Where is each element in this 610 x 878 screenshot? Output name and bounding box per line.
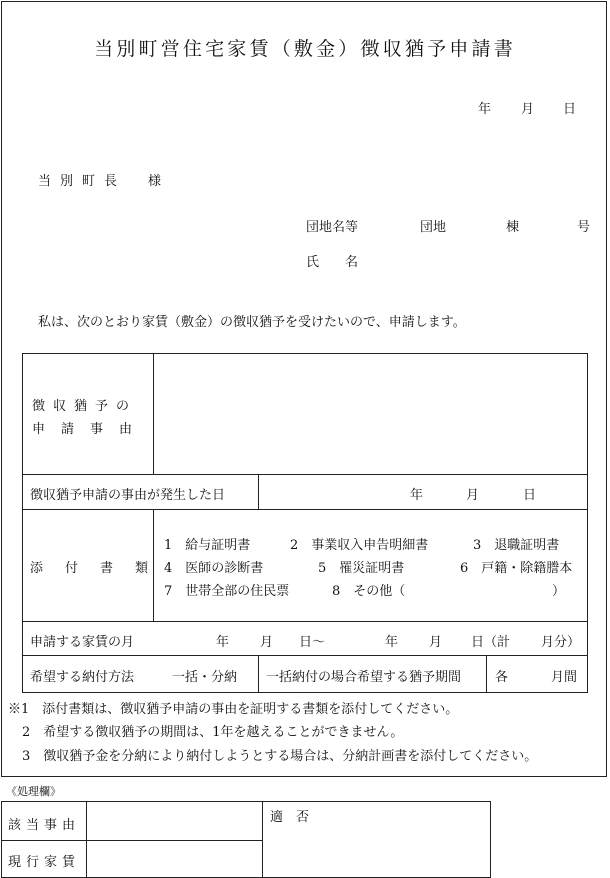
occurred-day[interactable]: 日 [523, 488, 537, 503]
name-label: 氏 名 [306, 255, 359, 270]
attachment-item-8[interactable]: 8 その他（ [332, 584, 406, 599]
attachment-item-5[interactable]: 5 罹災証明書 [318, 561, 405, 576]
occurred-year[interactable]: 年 [410, 488, 424, 503]
rent-from-year[interactable]: 年 [216, 635, 230, 650]
grace-period-each: 各 [495, 670, 509, 685]
rent-to-day[interactable]: 日（計 [471, 635, 511, 650]
danchi-field[interactable]: 団地 [420, 220, 447, 235]
addressee: 当別町長 様 [38, 174, 171, 189]
rent-from-day[interactable]: 日～ [299, 635, 326, 650]
building-field[interactable]: 棟 [506, 220, 520, 235]
intro-text: 私は、次のとおり家賃（敷金）の徴収猶予を受けたいので、申請します。 [38, 315, 466, 330]
rent-from-month[interactable]: 月 [260, 635, 274, 650]
payment-method-options[interactable]: 一括・分納 [172, 670, 238, 685]
reason-label-line1: 徴収猶予の [32, 399, 138, 414]
reason-label-line2: 申請事由 [32, 422, 149, 437]
processing-header: 《処理欄》 [6, 785, 61, 798]
attachment-item-3[interactable]: 3 退職証明書 [473, 538, 560, 553]
attachment-item-7[interactable]: 7 世帯全部の住民票 [164, 584, 290, 599]
approval-label: 適 否 [270, 810, 310, 825]
rent-to-month[interactable]: 月 [429, 635, 443, 650]
form-title: 当別町営住宅家賃（敷金）徴収猶予申請書 [94, 38, 516, 60]
current-rent-label: 現行家賃 [8, 855, 81, 870]
date-month-label: 月 [521, 102, 535, 117]
danchi-label: 団地名等 [306, 220, 359, 235]
date-day-label: 日 [563, 102, 577, 117]
note-2: 2 希望する徴収猶予の期間は、1年を越えることができません。 [22, 725, 404, 740]
grace-period-label: 一括納付の場合希望する猶予期間 [266, 670, 462, 685]
occurred-date-label: 徴収猶予申請の事由が発生した日 [30, 488, 226, 503]
rent-total-months[interactable]: 月分） [541, 635, 581, 650]
rent-month-label: 申請する家賃の月 [30, 635, 135, 650]
note-1: ※1 添付書類は、徴収猶予申請の事由を証明する書類を添付してください。 [8, 702, 459, 717]
date-year-label: 年 [478, 102, 492, 117]
attachment-item-4[interactable]: 4 医師の診断書 [164, 561, 264, 576]
rent-to-year[interactable]: 年 [385, 635, 399, 650]
applicable-reason-label: 該当事由 [8, 818, 81, 833]
occurred-month[interactable]: 月 [466, 488, 480, 503]
unit-field[interactable]: 号 [577, 220, 591, 235]
attachment-item-1[interactable]: 1 給与証明書 [164, 538, 251, 553]
attachments-label: 添付書類 [30, 561, 171, 576]
applicable-reason-input[interactable] [87, 802, 262, 840]
attachment-item-2[interactable]: 2 事業収入申告明細書 [290, 538, 429, 553]
payment-method-label: 希望する納付方法 [30, 670, 135, 685]
current-rent-input[interactable] [87, 841, 262, 877]
note-3: 3 徴収猶予金を分納により納付しようとする場合は、分納計画書を添付してください。 [22, 749, 538, 764]
attachment-item-6[interactable]: 6 戸籍・除籍謄本 [460, 561, 573, 576]
reason-input[interactable] [154, 354, 586, 473]
grace-period-months[interactable]: 月間 [551, 670, 578, 685]
attachment-other-close: ） [552, 584, 566, 599]
